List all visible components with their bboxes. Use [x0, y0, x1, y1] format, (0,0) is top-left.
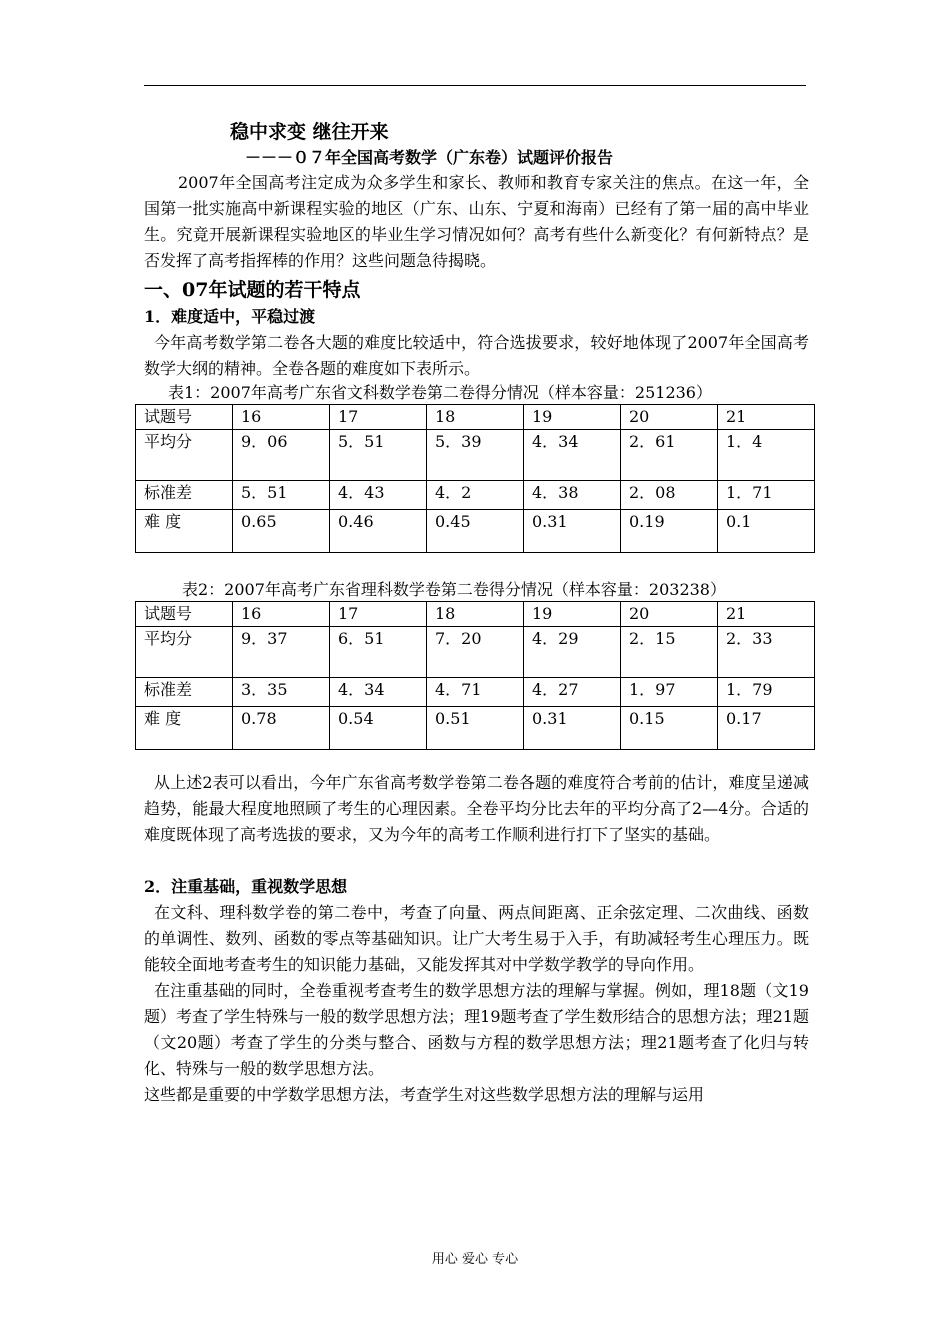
doc-title: 稳中求变 继往开来	[230, 121, 389, 143]
table-row	[136, 510, 815, 553]
table-cell: 16	[233, 405, 330, 430]
subsection-2-paragraph-3: 这些都是重要的中学数学思想方法，考查学生对这些数学思想方法的理解与运用	[144, 1085, 705, 1104]
table-cell: 4．34	[330, 678, 427, 707]
document-body	[144, 118, 809, 1108]
table-2	[135, 601, 815, 750]
table-cell: 5．51	[330, 430, 427, 481]
table-cell: 21	[718, 602, 815, 627]
table-cell: 4．2	[427, 481, 524, 510]
table-cell: 5．51	[233, 481, 330, 510]
table-cell: 17	[330, 602, 427, 627]
table-cell: 平均分	[136, 627, 233, 678]
table1-caption: 表1：2007年高考广东省文科数学卷第二卷得分情况（样本容量：251236）	[168, 383, 712, 402]
table-cell: 4．29	[524, 627, 621, 678]
table-cell: 18	[427, 405, 524, 430]
subsection-2-paragraph-1: 在文科、理科数学卷的第二卷中，考查了向量、两点间距离、正余弦定理、二次曲线、函数的单调性、数列、函数的零点等基础知识。让广大考生易于入手，有助减轻考生心理压力。既能较全面地考查考生的知识能力基础，又能发挥其对中学数学教学的导向作用。	[144, 903, 809, 974]
subsection-heading-2: 2．注重基础，重视数学思想	[144, 877, 348, 896]
subsection-1-paragraph: 今年高考数学第二卷各大题的难度比较适中，符合选拔要求，较好地体现了2007年全国高考数学大纲的精神。全卷各题的难度如下表所示。	[144, 333, 809, 378]
table-row	[136, 481, 815, 510]
table-row	[136, 627, 815, 678]
page-footer: 用心 爱心 专心	[431, 1252, 519, 1267]
table-cell: 0.17	[718, 707, 815, 750]
table-2-body	[136, 602, 815, 750]
table-cell: 4．38	[524, 481, 621, 510]
doc-subtitle: －－－０７年全国高考数学（广东卷）试题评价报告	[245, 148, 614, 167]
table-cell: 16	[233, 602, 330, 627]
table-cell: 0.31	[524, 510, 621, 553]
table-cell: 18	[427, 602, 524, 627]
table-cell: 1．4	[718, 430, 815, 481]
table-row	[136, 678, 815, 707]
table-row	[136, 602, 815, 627]
table-cell: 4．71	[427, 678, 524, 707]
table-cell: 0.54	[330, 707, 427, 750]
table-cell: 17	[330, 405, 427, 430]
table-cell: 0.15	[621, 707, 718, 750]
table-cell: 0.1	[718, 510, 815, 553]
table-cell: 0.31	[524, 707, 621, 750]
table-cell: 平均分	[136, 430, 233, 481]
table-row	[136, 405, 815, 430]
table-1	[135, 404, 815, 553]
table-row	[136, 707, 815, 750]
subsection-heading-1: 1．难度适中，平稳过渡	[144, 307, 316, 326]
table-cell: 20	[621, 405, 718, 430]
table-cell: 4．27	[524, 678, 621, 707]
table-cell: 9．37	[233, 627, 330, 678]
table-row	[136, 430, 815, 481]
table-cell: 0.45	[427, 510, 524, 553]
table-cell: 2．33	[718, 627, 815, 678]
table-cell: 19	[524, 602, 621, 627]
table-1-body	[136, 405, 815, 553]
table-cell: 9．06	[233, 430, 330, 481]
table-cell: 标准差	[136, 481, 233, 510]
section-heading-1: 一、07年试题的若干特点	[144, 279, 361, 301]
table-cell: 试题号	[136, 602, 233, 627]
table-cell: 1．97	[621, 678, 718, 707]
table-cell: 21	[718, 405, 815, 430]
table-cell: 2．61	[621, 430, 718, 481]
table-cell: 4．34	[524, 430, 621, 481]
table-cell: 3．35	[233, 678, 330, 707]
table-cell: 0.46	[330, 510, 427, 553]
analysis-paragraph: 从上述2表可以看出，今年广东省高考数学卷第二卷各题的难度符合考前的估计，难度呈递减趋势，能最大程度地照顾了考生的心理因素。全卷平均分比去年的平均分高了2—4分。合适的难度既体现了高考选拔的要求，又为今年的高考工作顺利进行打下了坚实的基础。	[144, 773, 809, 844]
table-cell: 0.19	[621, 510, 718, 553]
table-cell: 19	[524, 405, 621, 430]
table-cell: 20	[621, 602, 718, 627]
table-cell: 5．39	[427, 430, 524, 481]
table-cell: 2．15	[621, 627, 718, 678]
table-cell: 0.78	[233, 707, 330, 750]
table2-caption: 表2：2007年高考广东省理科数学卷第二卷得分情况（样本容量：203238）	[182, 580, 726, 599]
table-cell: 2．08	[621, 481, 718, 510]
table-cell: 试题号	[136, 405, 233, 430]
table-cell: 0.65	[233, 510, 330, 553]
intro-paragraph: 2007年全国高考注定成为众多学生和家长、教师和教育专家关注的焦点。在这一年，全国第一批实施高中新课程实验的地区（广东、山东、宁夏和海南）已经有了第一届的高中毕业生。究竟开展新课程实验地区的毕业生学习情况如何？高考有些什么新变化？有何新特点？是否发挥了高考指挥棒的作用？这些问题急待揭晓。	[144, 173, 809, 270]
table-cell: 1．79	[718, 678, 815, 707]
subsection-2-paragraph-2: 在注重基础的同时，全卷重视考查考生的数学思想方法的理解与掌握。例如，理18题（文19题）考查了学生特殊与一般的数学思想方法；理19题考查了学生数形结合的思想方法；理21题（文20题）考查了学生的分类与整合、函数与方程的数学思想方法；理21题考查了化归与转化、特殊与一般的数学思想方法。	[144, 981, 809, 1078]
table-cell: 标准差	[136, 678, 233, 707]
table-cell: 难 度	[136, 707, 233, 750]
table-cell: 4．43	[330, 481, 427, 510]
table-cell: 7．20	[427, 627, 524, 678]
table-cell: 6．51	[330, 627, 427, 678]
table-cell: 1．71	[718, 481, 815, 510]
header-rule	[144, 85, 806, 86]
table-cell: 难 度	[136, 510, 233, 553]
table-cell: 0.51	[427, 707, 524, 750]
